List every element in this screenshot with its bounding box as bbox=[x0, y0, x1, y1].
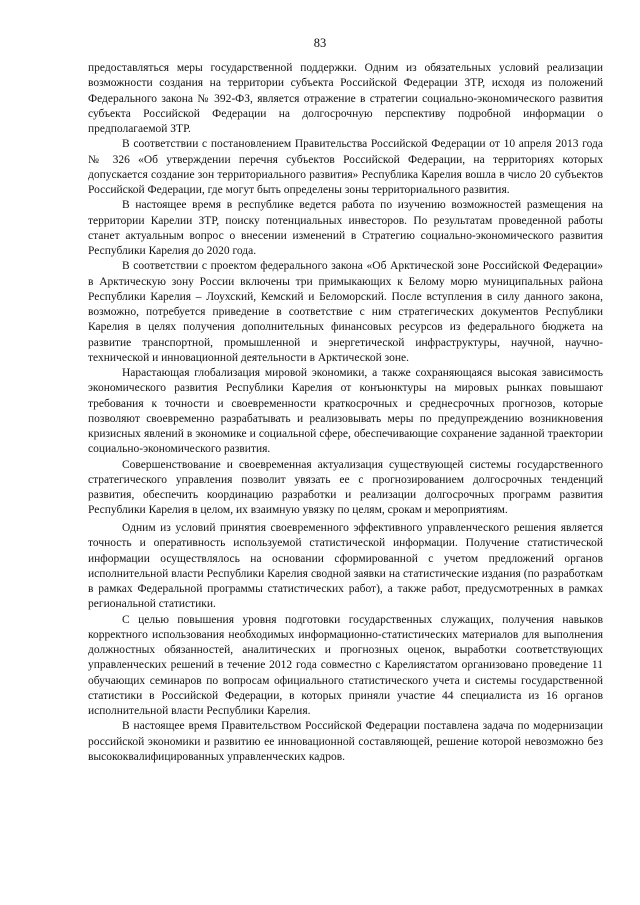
paragraph: Одним из условий принятия своевременного эффективного управленческого решения является точность и оперативность используемой статистической информации. Получение статистической информации осуществлялось на основании сформированной с учетом предложений органов исполнительной власти Республики Карелия сводной заявки на статистические издания (по разработкам в рамках Федеральной программы статистических работ), а также работ, предусмотренных в рамках региональной статистики. bbox=[88, 522, 603, 611]
body-text bbox=[88, 61, 603, 765]
paragraph: В соответствии с постановлением Правительства Российской Федерации от 10 апреля 2013 года № 326 «Об утверждении перечня субъектов Российской Федерации, на территориях которых допускается создание зон территориального развития» Республика Карелия вошла в число 20 субъектов Российской Федерации, где могут быть определены зоны территориального развития. bbox=[88, 138, 603, 196]
paragraph: С целью повышения уровня подготовки государственных служащих, получения навыков корректного использования необходимых информационно-статистических материалов для выполнения должностных обязанностей, аналитических и прогнозных оценок, выработки соответствующих управленческих решений в течение 2012 года совместно с Карелиястатом организовано проведение 11 обучающих семинаров по вопросам официального статистического учета и системы государственной статистики в Российской Федерации, в которых приняли участие 44 специалиста из 16 органов исполнительной власти Республики Карелия. bbox=[88, 613, 603, 717]
paragraph: предоставляться меры государственной поддержки. Одним из обязательных условий реализации возможности создания на территории субъекта Российской Федерации ЗТР, исходя из положений Федерального закона № 392-ФЗ, является отражение в стратегии социально-экономического развития субъекта Российской Федерации на долгосрочную перспективу подробной информации о предполагаемой ЗТР. bbox=[88, 62, 603, 135]
paragraph: В настоящее время в республике ведется работа по изучению возможностей размещения на территории Карелии ЗТР, поиску потенциальных инвесторов. По результатам проведенной работы станет актуальным вопрос о внесении изменений в Стратегию социально-экономического развития Республики Карелия до 2020 года. bbox=[88, 199, 603, 257]
paragraph: Совершенствование и своевременная актуализация существующей системы государственного стратегического управления позволит увязать ее с прогнозированием долгосрочных тенденций развития, обеспечить координацию разработки и реализации долгосрочных программ развития Республики Карелия в целом, их взаимную увязку по целям, срокам и мероприятиям. bbox=[88, 458, 603, 517]
paragraph: Нарастающая глобализация мировой экономики, а также сохраняющаяся высокая зависимость экономического развития Республики Карелия от конъюнктуры на мировых рынках повышают требования к точности и своевременности краткосрочных и среднесрочных прогнозов, которые позволяют своевременно разрабатывать и реализовывать меры по предупреждению возникновения кризисных явлений в экономике и социальной сфере, обеспечивающие сохранение заданной траектории социально-экономического развития. bbox=[88, 367, 603, 456]
page-number: 83 bbox=[313, 36, 327, 50]
paragraph: В настоящее время Правительством Российской Федерации поставлена задача по модернизации российской экономики и развитию ее инновационной составляющей, решение которой невозможно без высококвалифицированных управленческих кадров. bbox=[88, 720, 603, 763]
paragraph: В соответствии с проектом федерального закона «Об Арктической зоне Российской Федерации» в Арктическую зону России включены три примыкающих к Белому морю муниципальных района Республики Карелия – Лоухский, Кемский и Беломорский. После вступления в силу данного закона, возможно, потребуется приведение в соответствие с ним стратегических документов Республики Карелия в целях получения дополнительных финансовых ресурсов из федерального бюджета на развитие транспортной, промышленной и энергетической инфраструктуры, научной, научно-технической и инновационной деятельности в Арктической зоне. bbox=[88, 260, 603, 364]
